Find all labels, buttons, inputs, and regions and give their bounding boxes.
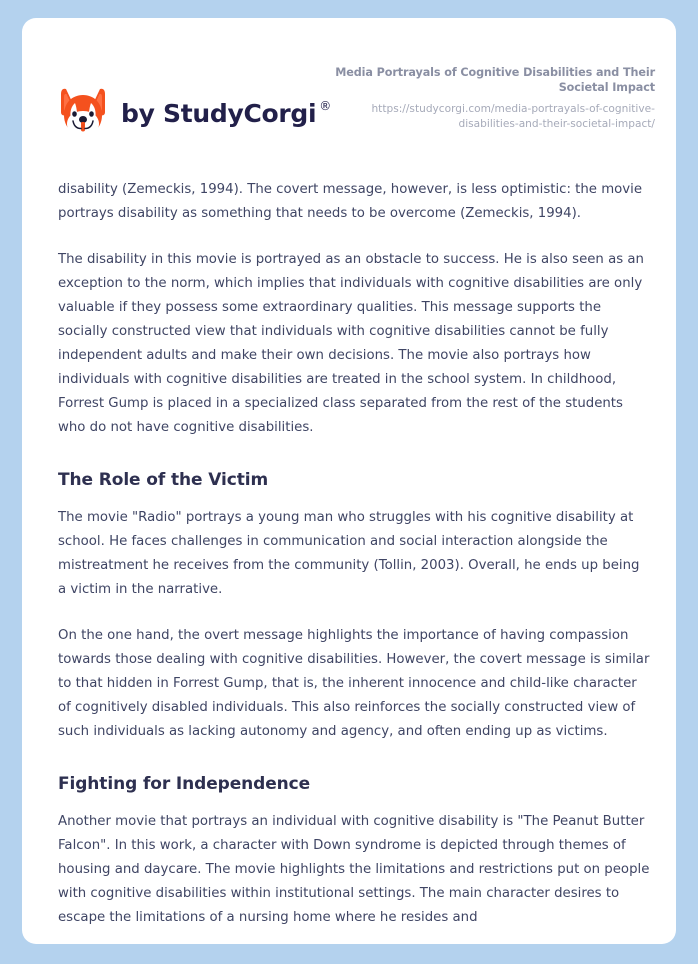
paragraph: On the one hand, the overt message highlights the importance of having compassion towards those dealing with cognitive disabilities. However, the covert message is similar to that hidden in Forrest Gump, that is, the inherent innocence and child-like character of cognitively disabled individuals. This also reinforces the socially constructed view of such individuals as lacking autonomy and agency, and often ending up as victims. [58, 628, 650, 739]
page-url[interactable]: https://studycorgi.com/media-portrayals-of-cognitive-disabilities-and-their-societal-impact/ [371, 103, 655, 130]
registered-trademark-icon: ® [319, 99, 331, 114]
brand-name-text: by StudyCorgi [121, 98, 317, 128]
document-page-card [22, 18, 676, 944]
page-title: Media Portrayals of Cognitive Disabilities and Their Societal Impact [335, 66, 655, 94]
brand-logo-block[interactable] [58, 86, 331, 138]
section-heading-role-of-the-victim: The Role of the Victim [58, 470, 269, 490]
paragraph: disability (Zemeckis, 1994). The covert message, however, is less optimistic: the movie portrays disability as something that needs to be overcome (Zemeckis, 1994). [58, 182, 643, 221]
corgi-head-icon [58, 86, 108, 138]
paragraph: The disability in this movie is portrayed as an obstacle to success. He is also seen as an exception to the norm, which implies that individuals with cognitive disabilities are only valuable if they possess some extraordinary qualities. This message supports the socially constructed view that individuals with cognitive disabilities cannot be fully independent adults and make their own decisions. The movie also portrays how individuals with cognitive disabilities are treated in the school system. In childhood, Forrest Gump is placed in a specialized class separated from the rest of the students who do not have cognitive disabilities. [58, 252, 644, 435]
article-body [58, 178, 650, 930]
header-document-meta [325, 66, 655, 131]
brand-wordmark [121, 98, 331, 128]
section-heading-fighting-for-independence: Fighting for Independence [58, 774, 311, 794]
paragraph: The movie "Radio" portrays a young man who struggles with his cognitive disability at school. He faces challenges in communication and social interaction alongside the mistreatment he receives from the community (Tollin, 2003). Overall, he ends up being a victim in the narrative. [58, 510, 640, 597]
paragraph: Another movie that portrays an individual with cognitive disability is "The Peanut Butter Falcon". In this work, a character with Down syndrome is depicted through themes of housing and daycare. The movie highlights the limitations and restrictions put on people with cognitive disabilities within institutional settings. The main character desires to escape the limitations of a nursing home where he resides and [58, 814, 650, 925]
document-header [22, 18, 676, 150]
